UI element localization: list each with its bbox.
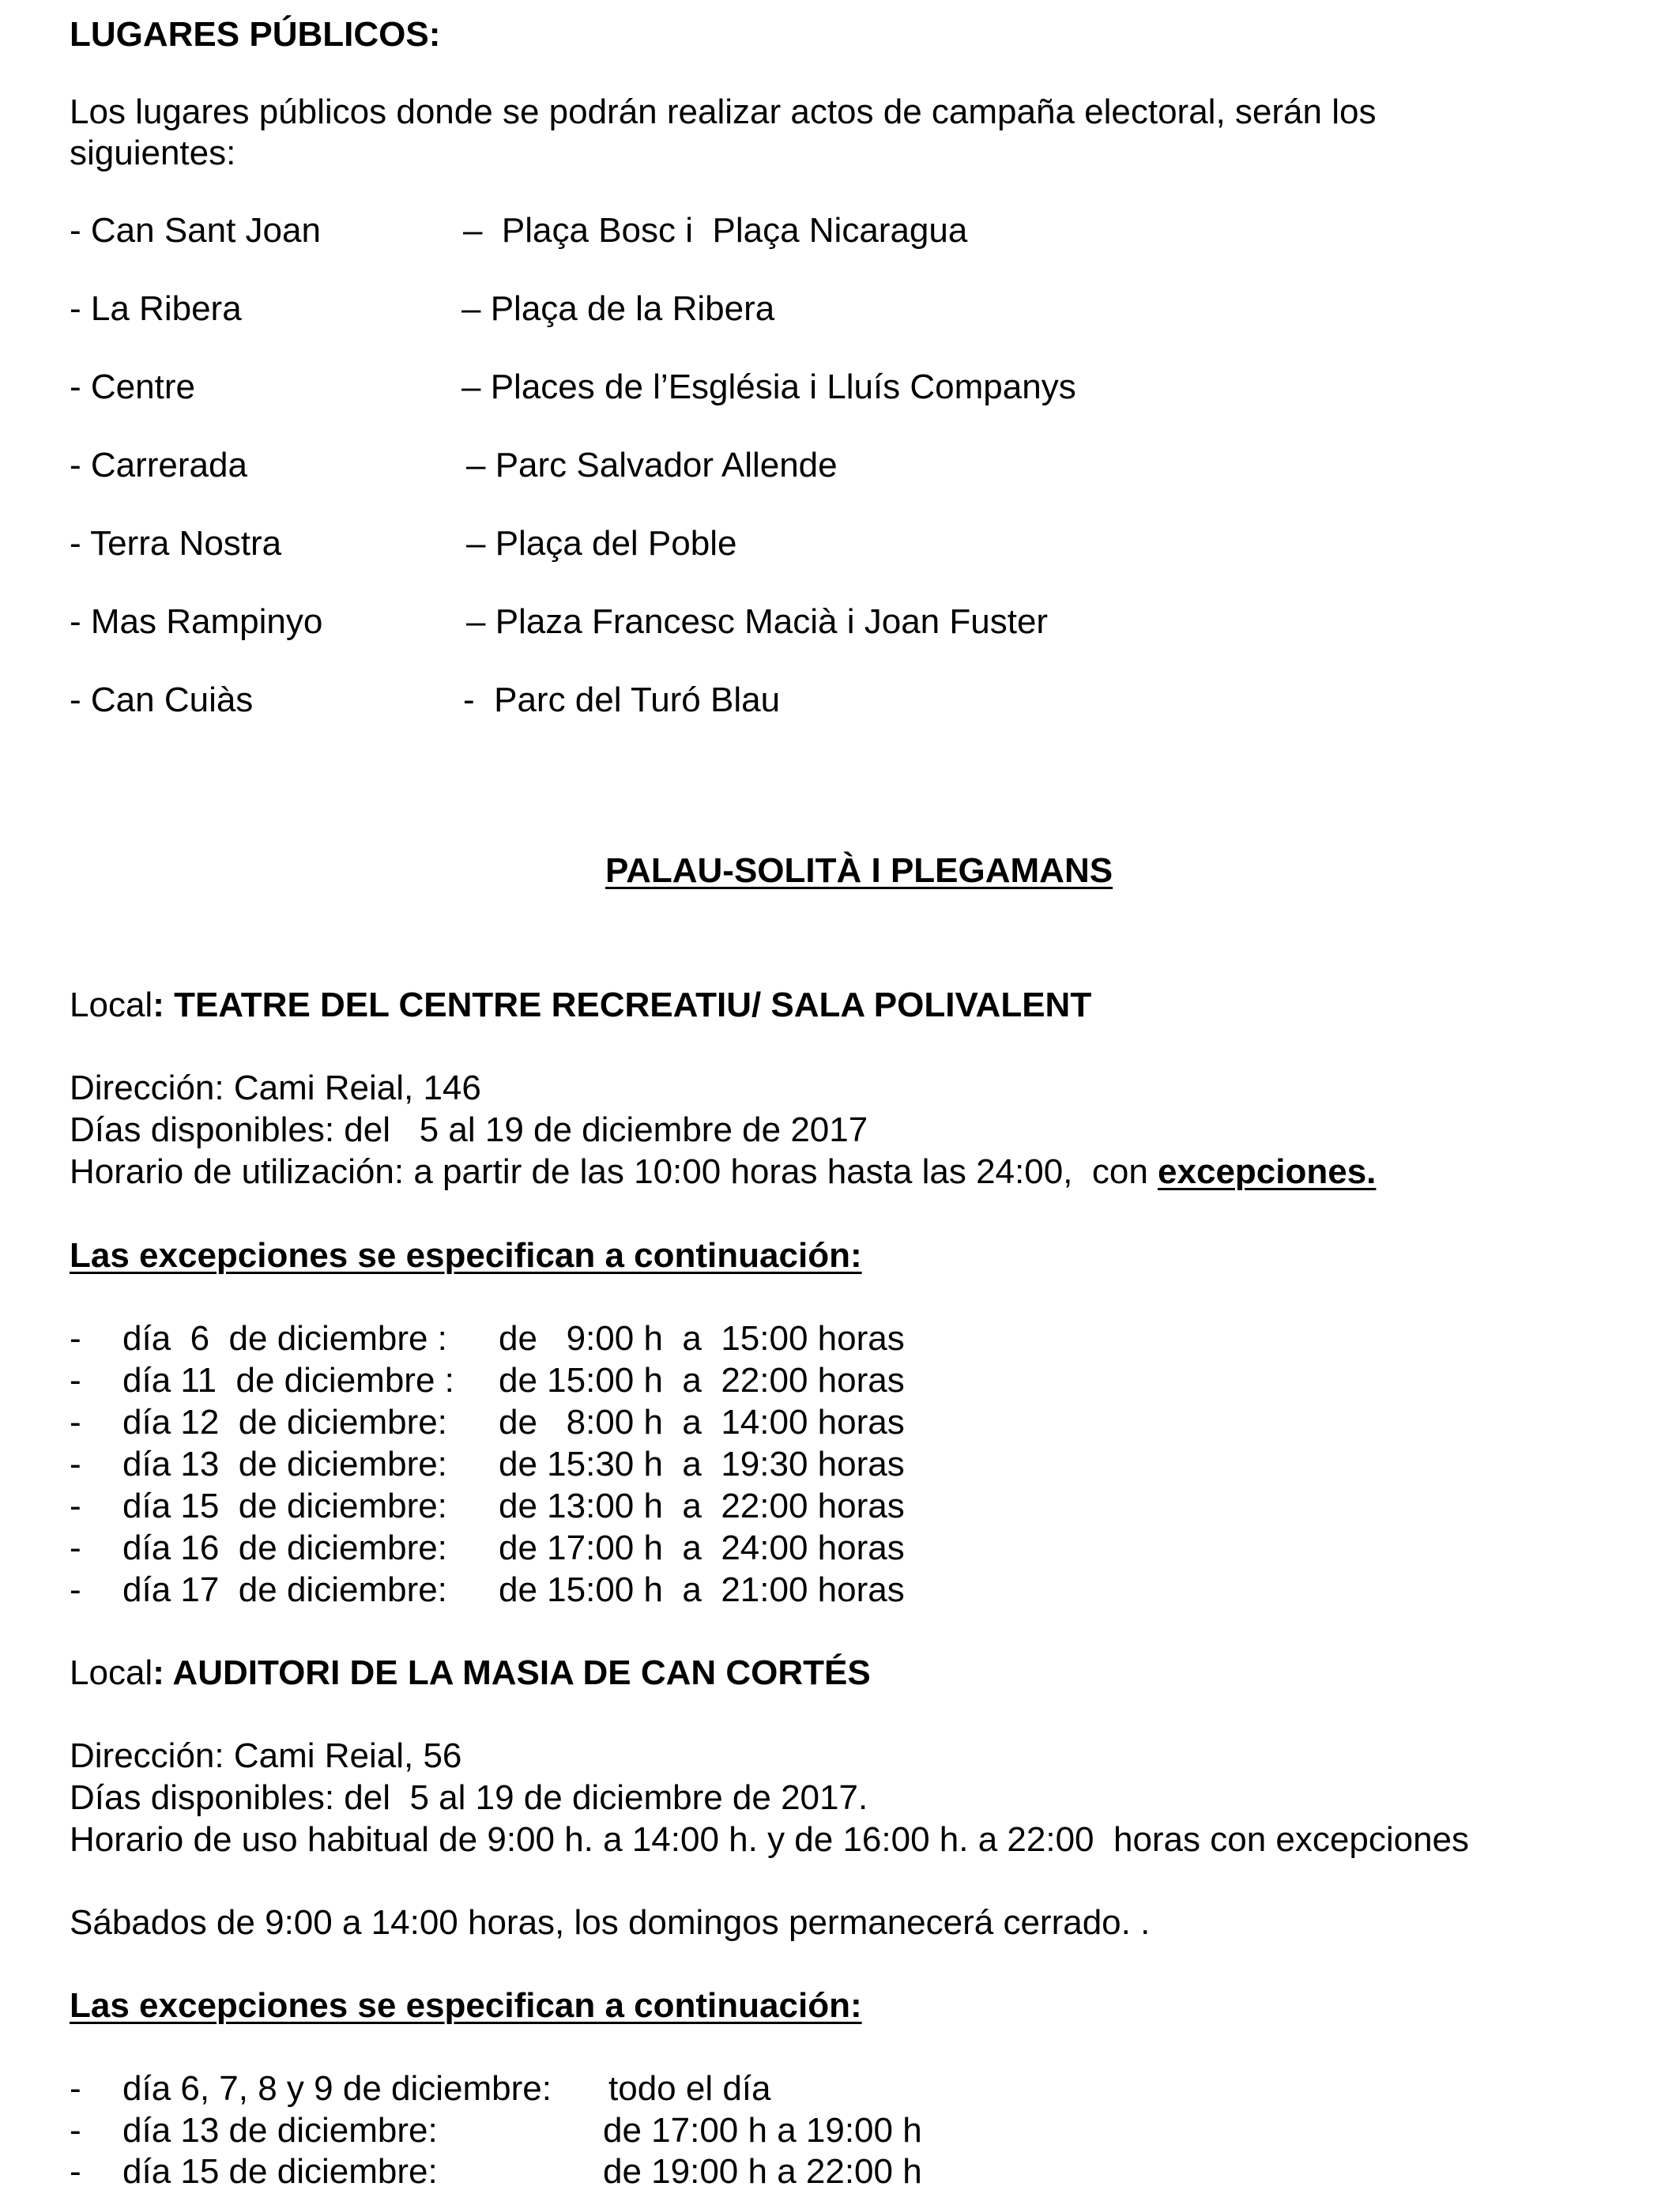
exception-time: de 13:00 h a 22:00 horas: [499, 1487, 905, 1525]
exception-dash: -: [70, 1570, 81, 1609]
place-area: - Carrerada: [70, 446, 247, 484]
exception-day: día 6, 7, 8 y 9 de diciembre:: [122, 2069, 552, 2108]
exception-day: día 13 de diciembre:: [122, 2111, 438, 2150]
place-location: – Plaça del Poble: [466, 524, 737, 563]
place-location: – Plaça de la Ribera: [461, 289, 775, 328]
exception-time: de 19:00 h a 22:00 h: [603, 2152, 922, 2191]
place-area: - La Ribera: [70, 289, 242, 328]
exception-time: de 15:00 h a 22:00 horas: [499, 1361, 905, 1400]
exception-day: día 15 de diciembre:: [122, 2152, 438, 2191]
exception-dash: -: [70, 1403, 81, 1442]
exception-dash: -: [70, 1529, 81, 1567]
exception-dash: -: [70, 1445, 81, 1483]
place-area: - Can Cuiàs: [70, 680, 254, 719]
venue2-days: Días disponibles: del 5 al 19 de diciembre de 2017.: [70, 1778, 868, 1817]
venue2-label: Local: [70, 1653, 153, 1692]
place-area: - Mas Rampinyo: [70, 602, 323, 641]
place-area: - Terra Nostra: [70, 524, 282, 563]
place-location: – Plaza Francesc Macià i Joan Fuster: [466, 602, 1049, 641]
exception-time: todo el día: [608, 2069, 771, 2108]
venue1-header: [70, 985, 1091, 1026]
venue1-address: Dirección: Cami Reial, 146: [70, 1069, 481, 1107]
venue2-name: : AUDITORI DE LA MASIA DE CAN CORTÉS: [153, 1653, 871, 1692]
public-places-heading: LUGARES PÚBLICOS:: [70, 15, 441, 54]
venue2-exceptions-heading: Las excepciones se especifican a continuación:: [70, 1986, 862, 2025]
place-location: - Parc del Turó Blau: [463, 680, 781, 719]
venue1-hours: [70, 1152, 1376, 1193]
venue1-days: Días disponibles: del 5 al 19 de diciembre de 2017: [70, 1110, 868, 1149]
exception-dash: -: [70, 1361, 81, 1400]
exception-dash: -: [70, 1487, 81, 1525]
venue1-label: Local: [70, 986, 153, 1024]
venue1-exceptions-heading: Las excepciones se especifican a continuación:: [70, 1236, 862, 1275]
exception-time: de 15:00 h a 21:00 horas: [499, 1570, 905, 1609]
exception-day: día 17 de diciembre:: [122, 1570, 447, 1609]
municipality-title: PALAU-SOLITÀ I PLEGAMANS: [605, 851, 1113, 890]
exception-dash: -: [70, 2111, 81, 2150]
place-location: – Places de l’Església i Lluís Companys: [461, 368, 1076, 406]
exception-day: día 11 de diciembre :: [122, 1361, 454, 1400]
venue1-name: : TEATRE DEL CENTRE RECREATIU/ SALA POLIVALENT: [153, 986, 1092, 1024]
place-area: - Can Sant Joan: [70, 211, 321, 250]
venue2-weekend: Sábados de 9:00 a 14:00 horas, los domingos permanecerá cerrado. .: [70, 1903, 1151, 1942]
exception-day: día 13 de diciembre:: [122, 1445, 447, 1483]
venue2-address: Dirección: Cami Reial, 56: [70, 1736, 462, 1775]
exception-time: de 9:00 h a 15:00 horas: [499, 1319, 905, 1358]
exception-time: de 17:00 h a 19:00 h: [603, 2111, 922, 2150]
venue2-hours: Horario de uso habitual de 9:00 h. a 14:00 h. y de 16:00 h. a 22:00 horas con excepciones: [70, 1820, 1470, 1859]
exception-dash: -: [70, 1319, 81, 1358]
exception-dash: -: [70, 2069, 81, 2108]
exception-day: día 15 de diciembre:: [122, 1487, 447, 1525]
venue1-hours-text: Horario de utilización: a partir de las 10:00 horas hasta las 24:00, con: [70, 1152, 1158, 1191]
venue1-hours-emphasis: excepciones.: [1158, 1152, 1377, 1191]
exception-day: día 6 de diciembre :: [122, 1319, 447, 1358]
place-location: – Plaça Bosc i Plaça Nicaragua: [463, 211, 968, 250]
venue2-header: [70, 1653, 871, 1694]
public-places-intro-line1: Los lugares públicos donde se podrán realizar actos de campaña electoral, serán los: [70, 92, 1377, 131]
exception-dash: -: [70, 2152, 81, 2191]
exception-time: de 17:00 h a 24:00 horas: [499, 1529, 905, 1567]
place-area: - Centre: [70, 368, 195, 406]
exception-time: de 8:00 h a 14:00 horas: [499, 1403, 905, 1442]
exception-day: día 12 de diciembre:: [122, 1403, 447, 1442]
place-location: – Parc Salvador Allende: [466, 446, 838, 484]
public-places-intro-line2: siguientes:: [70, 134, 236, 172]
exception-time: de 15:30 h a 19:30 horas: [499, 1445, 905, 1483]
exception-day: día 16 de diciembre:: [122, 1529, 447, 1567]
